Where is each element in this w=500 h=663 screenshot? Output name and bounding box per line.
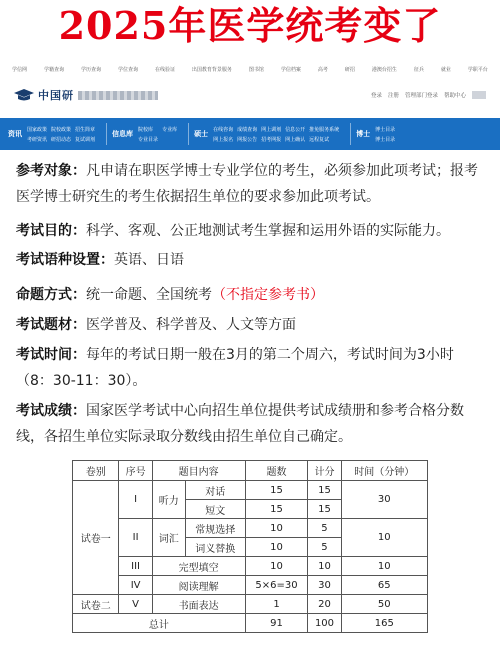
main-nav-bar [0,118,500,150]
blurred-region [472,91,486,99]
section-text: 统一命题、全国统考 [86,287,212,303]
table-cell: 30 [341,481,427,519]
table-cell: IV [119,576,152,595]
nav-item[interactable]: 专业库 [162,126,178,133]
nav-item[interactable]: 国家政策 [27,126,48,133]
table-cell: III [119,557,152,576]
table-cell: 5×6=30 [245,576,308,595]
table-cell-paper: 试卷二 [73,595,119,614]
nav-head-news[interactable]: 资讯 [8,130,22,138]
nav-group-news [8,126,95,143]
top-nav-item[interactable]: 学历查询 [80,66,101,73]
nav-item[interactable]: 研招动态 [51,136,72,143]
table-cell: 书面表达 [152,595,245,614]
help-link[interactable]: 帮助中心 [443,93,466,99]
section-target [16,158,490,210]
table-cell: 165 [341,614,427,633]
nav-divider [106,123,107,145]
table-cell: 15 [245,500,308,519]
section-text: 每年的考试日期一般在3月的第二个周六，考试时间为3小时（8：30-11：30）。 [16,347,454,389]
table-cell: 听力 [152,481,185,519]
nav-head-doctor[interactable]: 博士 [356,130,371,138]
table-cell: 词义替换 [185,538,245,557]
top-nav-item[interactable]: 征兵 [413,66,424,73]
site-header [0,82,500,108]
nav-item[interactable]: 院校库 [138,126,154,133]
top-nav-item[interactable]: 出国教育背景服务 [191,66,232,73]
section-text: 科学、客观、公正地测试考生掌握和运用外语的实际能力。 [86,223,450,239]
table-cell: 短文 [185,500,245,519]
table-header-row [73,461,428,481]
section-text: 英语、日语 [114,252,184,268]
table-cell: 常规选择 [185,519,245,538]
table-cell: 完型填空 [152,557,245,576]
table-cell: 91 [245,614,308,633]
section-label: 参考对象： [16,163,86,179]
nav-item[interactable]: 网上报名 [213,136,234,143]
table-cell: 10 [245,538,308,557]
nav-item[interactable]: 考研资讯 [27,136,48,143]
table-cell: 词汇 [152,519,185,557]
table-cell: 对话 [185,481,245,500]
nav-item[interactable]: 推免服务系统 [309,126,340,133]
table-row [73,557,428,576]
nav-item[interactable]: 网上调剂 [261,126,282,133]
login-link[interactable]: 登录 [370,93,382,99]
site-name[interactable]: 中国研 [38,89,74,102]
table-cell-paper: 试卷一 [73,481,119,595]
section-label: 考试成绩： [16,403,86,419]
section-languages [16,247,184,273]
section-time [16,342,490,394]
table-cell: 50 [341,595,427,614]
top-nav-item[interactable]: 港澳台招生 [371,66,397,73]
table-header: 题数 [245,461,308,481]
section-label: 考试时间： [16,347,86,363]
table-row [73,481,428,500]
table-header: 时间（分钟） [341,461,427,481]
table-cell: 20 [308,595,341,614]
nav-group-doctor [356,126,395,143]
table-cell: 1 [245,595,308,614]
table-cell: II [119,519,152,557]
table-row [73,519,428,538]
table-cell: V [119,595,152,614]
nav-group-database [112,126,177,143]
nav-divider [350,123,351,145]
nav-item[interactable]: 在线咨询 [213,126,234,133]
section-method [16,282,324,308]
table-cell: 阅读理解 [152,576,245,595]
table-cell: 10 [245,557,308,576]
nav-item[interactable]: 招生简章 [75,126,96,133]
nav-item[interactable]: 网上确认 [285,136,306,143]
nav-item[interactable]: 网报公告 [237,136,258,143]
headline: 2025年医学统考变了 [58,3,442,48]
top-nav-item[interactable]: 学信网 [12,66,28,73]
nav-item[interactable]: 信息公开 [285,126,306,133]
table-cell: 15 [308,500,341,519]
table-row [73,595,428,614]
nav-group-master [194,126,339,143]
nav-item[interactable]: 院校政策 [51,126,72,133]
user-links [371,91,486,99]
nav-item[interactable]: 成绩查询 [237,126,258,133]
nav-item[interactable]: 远程复试 [309,136,330,143]
table-cell: I [119,481,152,519]
blurred-site-name [78,91,158,100]
table-cell: 10 [341,557,427,576]
admin-login-link[interactable]: 管理部门登录 [404,93,438,99]
top-nav-item[interactable]: 学籍查询 [43,66,64,73]
section-label: 命题方式： [16,287,86,303]
top-nav-item[interactable]: 学位查询 [117,66,138,73]
table-cell: 10 [308,557,341,576]
graduation-cap-icon [14,89,34,101]
table-cell: 5 [308,519,341,538]
table-cell: 10 [245,519,308,538]
table-header: 题目内容 [152,461,245,481]
top-nav-item[interactable]: 学信档案 [280,66,301,73]
section-text: 凡申请在职医学博士专业学位的考生，必须参加此项考试；报考医学博士研究生的考生依据招生单位的要求参加此项考试。 [16,163,478,205]
table-cell-total-label: 总计 [73,614,246,633]
nav-divider [188,123,189,145]
register-link[interactable]: 注册 [387,93,399,99]
top-nav-item[interactable]: 研招 [344,66,355,73]
nav-item[interactable]: 博士目录 [375,136,396,143]
top-nav-item[interactable]: 图书馆 [248,66,264,73]
nav-item[interactable]: 招考网报 [261,136,282,143]
table-total-row [73,614,428,633]
section-label: 考试题材： [16,317,86,333]
table-header: 卷别 [73,461,119,481]
table-cell: 10 [341,519,427,557]
section-text: 医学普及、科学普及、人文等方面 [86,317,296,333]
section-label: 考试目的： [16,223,86,239]
top-nav-item[interactable]: 高考 [317,66,328,73]
nav-item[interactable]: 专业目录 [138,136,159,143]
table-cell: 15 [245,481,308,500]
top-nav-item[interactable]: 学职平台 [467,66,488,73]
top-nav [0,62,500,76]
nav-item[interactable]: 复试调剂 [75,136,96,143]
section-score [16,398,490,450]
table-row [73,576,428,595]
table-cell: 65 [341,576,427,595]
section-label: 考试语种设置： [16,252,114,268]
table-cell: 15 [308,481,341,500]
top-nav-item[interactable]: 就业 [440,66,451,73]
table-header: 序号 [119,461,152,481]
nav-head-master[interactable]: 硕士 [194,130,209,138]
table-header: 计分 [308,461,341,481]
nav-head-database[interactable]: 信息库 [112,130,134,138]
section-topics [16,312,296,338]
exam-structure-table [72,460,428,633]
table-cell: 100 [308,614,341,633]
table-cell: 30 [308,576,341,595]
table-cell: 5 [308,538,341,557]
section-purpose [16,218,450,244]
nav-item[interactable]: 博士目录 [375,126,396,133]
section-note: （不指定参考书） [212,287,324,303]
section-text: 国家医学考试中心向招生单位提供考试成绩册和参考合格分数线，各招生单位实际录取分数线由招生单位自己确定。 [16,403,464,445]
top-nav-item[interactable]: 在线验证 [154,66,175,73]
